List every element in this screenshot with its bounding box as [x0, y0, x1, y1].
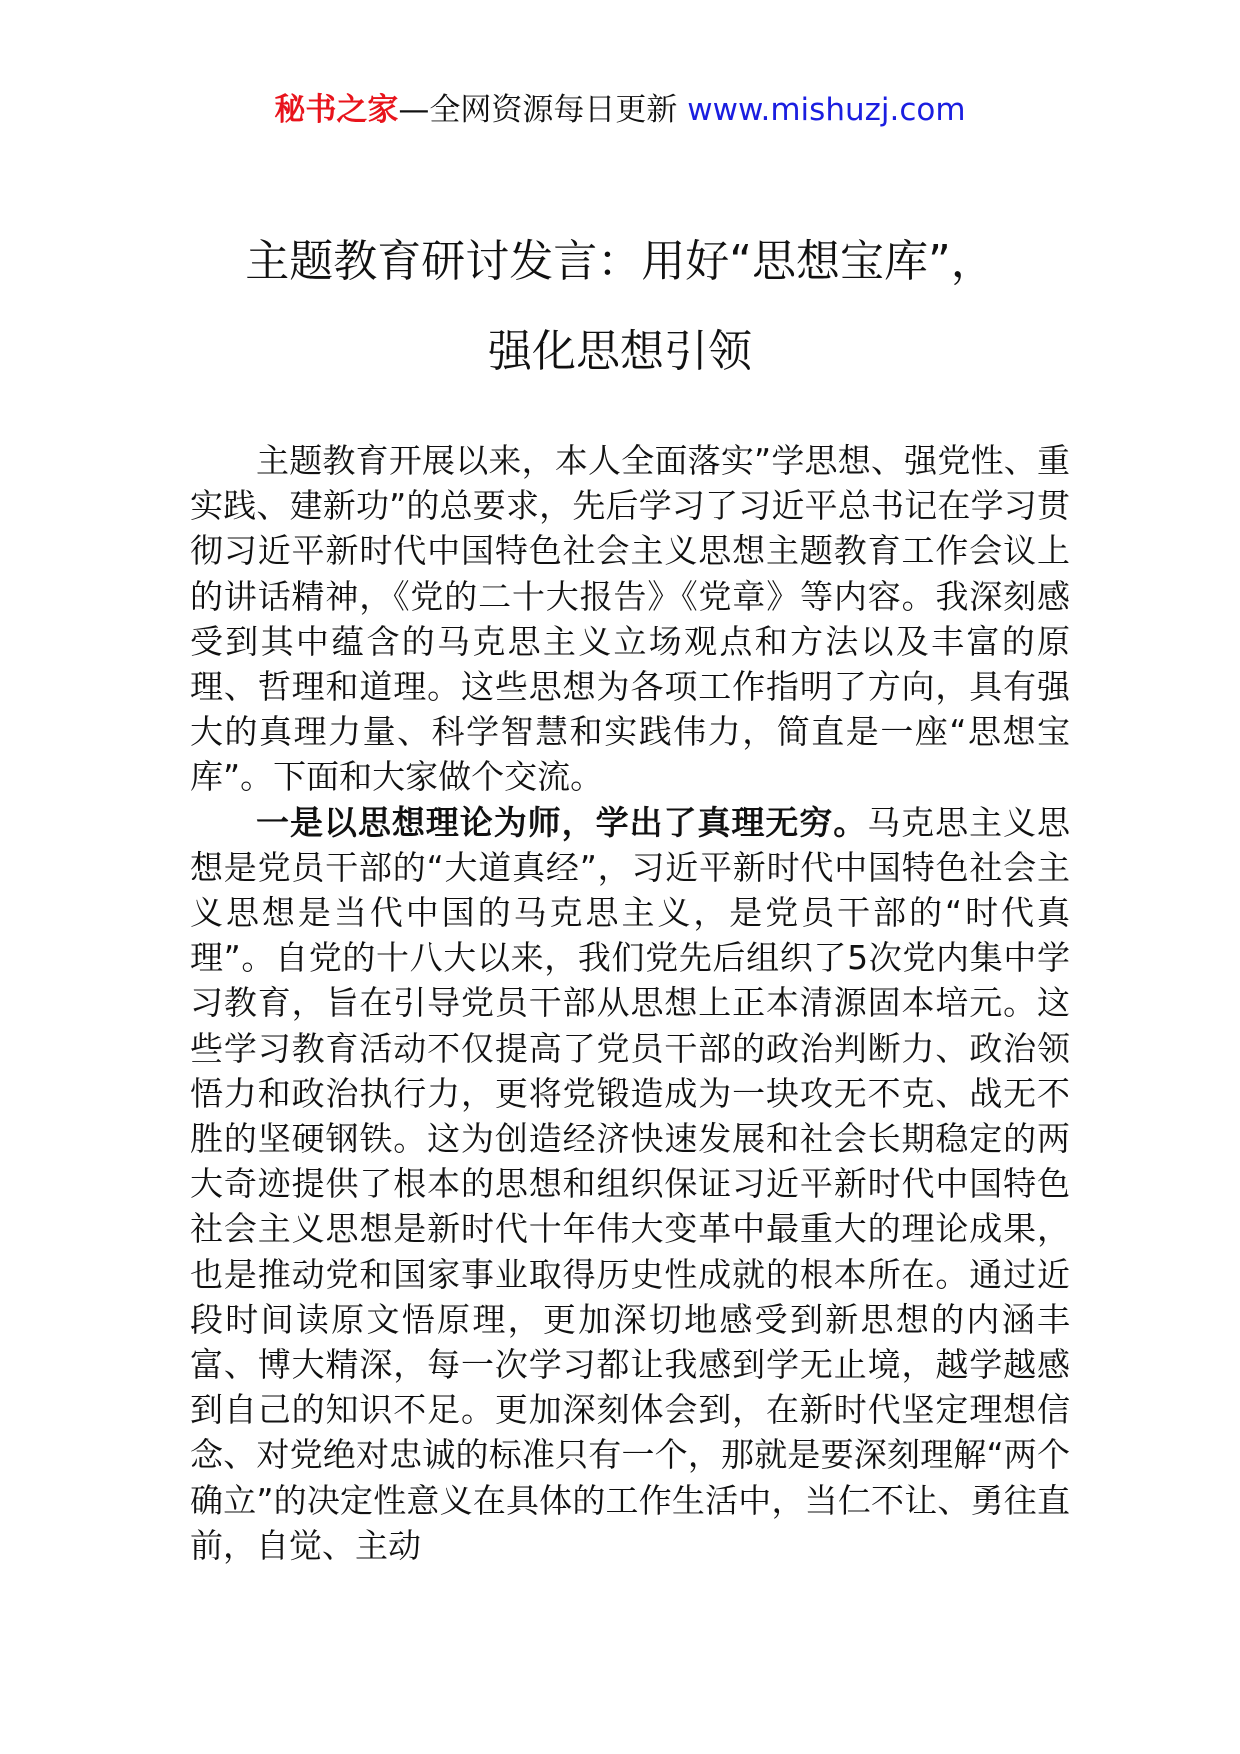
document-title-line-1: 主题教育研讨发言：用好“思想宝库”，: [245, 236, 995, 287]
site-url[interactable]: www.mishuzj.com: [687, 92, 966, 128]
paragraph-point-one-text: 马克思主义思想是党员干部的“大道真经”，习近平新时代中国特色社会主义思想是当代中国的马克思主义，是党员干部的“时代真理”。自党的十八大以来，我们党先后组织了5次党内集中学习教育，旨在引导党员干部从思想上正本清源固本培元。这些学习教育活动不仅提高了党员干部的政治判断力、政治领悟力和政治执行力，更将党锻造成为一块攻无不克、战无不胜的坚硬钢铁。这为创造经济快速发展和社会长期稳定的两大奇迹提供了根本的思想和组织保证习近平新时代中国特色社会主义思想是新时代十年伟大变革中最重大的理论成果，也是推动党和国家事业取得历史性成就的根本所在。通过近段时间读原文悟原理，更加深切地感受到新思想的内涵丰富、博大精深，每一次学习都让我感到学无止境，越学越感到自己的知识不足。更加深刻体会到，在新时代坚定理想信念、对党绝对忠诚的标准只有一个，那就是要深刻理解“两个确立”的决定性意义在具体的工作生活中，当仁不让、勇往直前，自觉、主动: [190, 802, 1071, 1565]
paragraph-intro-text: 主题教育开展以来，本人全面落实”学思想、强党性、重实践、建新功”的总要求，先后学习了习近平总书记在学习贯彻习近平新时代中国特色社会主义思想主题教育工作会议上的讲话精神，《党的二十大报告》《党章》等内容。我深刻感受到其中蕴含的马克思主义立场观点和方法以及丰富的原理、哲理和道理。这些思想为各项工作指明了方向，具有强大的真理力量、科学智慧和实践伟力，简直是一座“思想宝库”。下面和大家做个交流。: [190, 441, 1070, 797]
document-title-line-2: 强化思想引领: [488, 326, 752, 377]
site-brand: 秘书之家: [274, 92, 399, 128]
paragraph-point-one-heading: 一是以思想理论为师，学出了真理无穷。: [256, 802, 868, 842]
paragraph-intro: [190, 438, 1070, 800]
document-body: [190, 438, 1070, 1568]
site-tagline: —全网资源每日更新: [398, 92, 688, 128]
site-header: [0, 88, 1240, 132]
paragraph-point-one: [190, 800, 1070, 1568]
